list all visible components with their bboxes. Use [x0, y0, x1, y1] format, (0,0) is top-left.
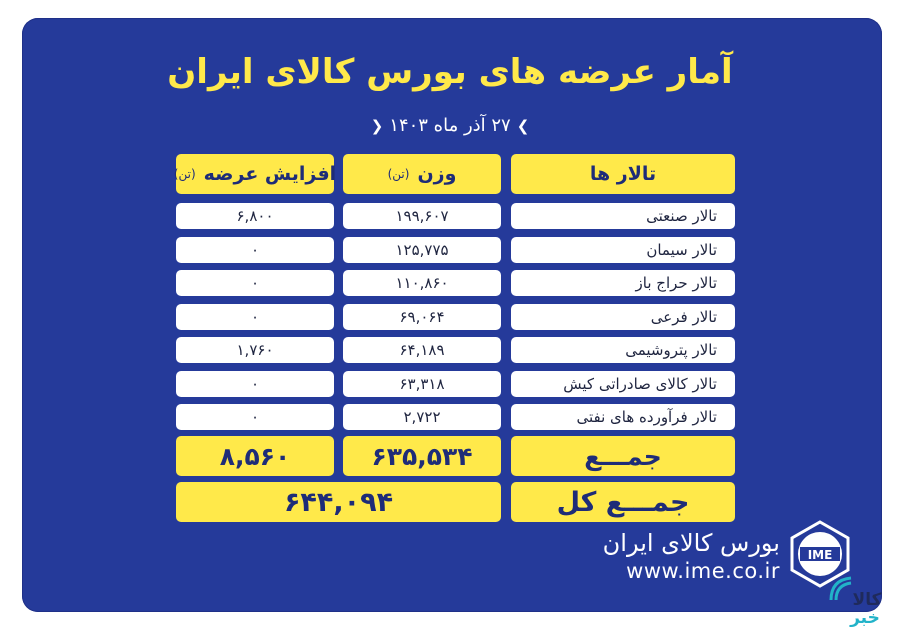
- header-increase: [173, 154, 337, 194]
- svg-text:کالا: کالا: [852, 590, 882, 610]
- header-increase-unit: (تن): [173, 167, 196, 181]
- hall-name-cell: تالار پتروشیمی: [511, 337, 735, 363]
- hall-name-cell: تالار صنعتی: [511, 203, 735, 229]
- chevron-right-icon: ❯: [516, 116, 530, 135]
- increase-cell: ۶,۸۰۰: [176, 203, 334, 229]
- date-line: [0, 115, 900, 136]
- weight-cell: ۶۴,۱۸۹: [343, 337, 501, 363]
- weight-cell: ۲,۷۲۲: [343, 404, 501, 430]
- weight-cell: ۱۲۵,۷۷۵: [343, 237, 501, 263]
- hall-name-cell: تالار حراج باز: [511, 270, 735, 296]
- header-weight-unit: (تن): [387, 167, 410, 181]
- svg-text:خبر: خبر: [850, 608, 880, 627]
- footer-org-name: بورس کالای ایران: [602, 529, 780, 557]
- header-increase-label: افزایش عرضه: [203, 163, 337, 185]
- hall-name-cell: تالار فرآورده های نفتی: [511, 404, 735, 430]
- increase-cell: ۰: [176, 237, 334, 263]
- header-weight-label: وزن: [417, 163, 457, 185]
- increase-cell: ۰: [176, 404, 334, 430]
- page-title: آمار عرضه های بورس کالای ایران: [167, 52, 733, 92]
- footer-url[interactable]: www.ime.co.ir: [626, 559, 780, 583]
- header-weight: [343, 154, 501, 194]
- chevron-left-icon: ❮: [370, 116, 384, 135]
- ime-logo-text: IME: [807, 548, 833, 562]
- weight-cell: ۶۳,۳۱۸: [343, 371, 501, 397]
- increase-cell: ۰: [176, 304, 334, 330]
- kala-khabar-logo-icon: [825, 572, 895, 627]
- grand-total-label: جمـــع کل: [511, 482, 735, 522]
- hall-name-cell: تالار کالای صادراتی کیش: [511, 371, 735, 397]
- weight-cell: ۶۹,۰۶۴: [343, 304, 501, 330]
- total-increase: ۸,۵۶۰: [176, 436, 334, 476]
- increase-cell: ۰: [176, 270, 334, 296]
- increase-cell: ۰: [176, 371, 334, 397]
- header-halls-label: تالار ها: [589, 163, 657, 185]
- report-date: ۲۷ آذر ماه ۱۴۰۳: [389, 115, 511, 136]
- weight-cell: ۱۹۹,۶۰۷: [343, 203, 501, 229]
- total-label: جمـــع: [511, 436, 735, 476]
- total-weight: ۶۳۵,۵۳۴: [343, 436, 501, 476]
- weight-cell: ۱۱۰,۸۶۰: [343, 270, 501, 296]
- increase-cell: ۱,۷۶۰: [176, 337, 334, 363]
- hall-name-cell: تالار فرعی: [511, 304, 735, 330]
- grand-total-value: ۶۴۴,۰۹۴: [176, 482, 501, 522]
- hall-name-cell: تالار سیمان: [511, 237, 735, 263]
- header-halls: [511, 154, 735, 194]
